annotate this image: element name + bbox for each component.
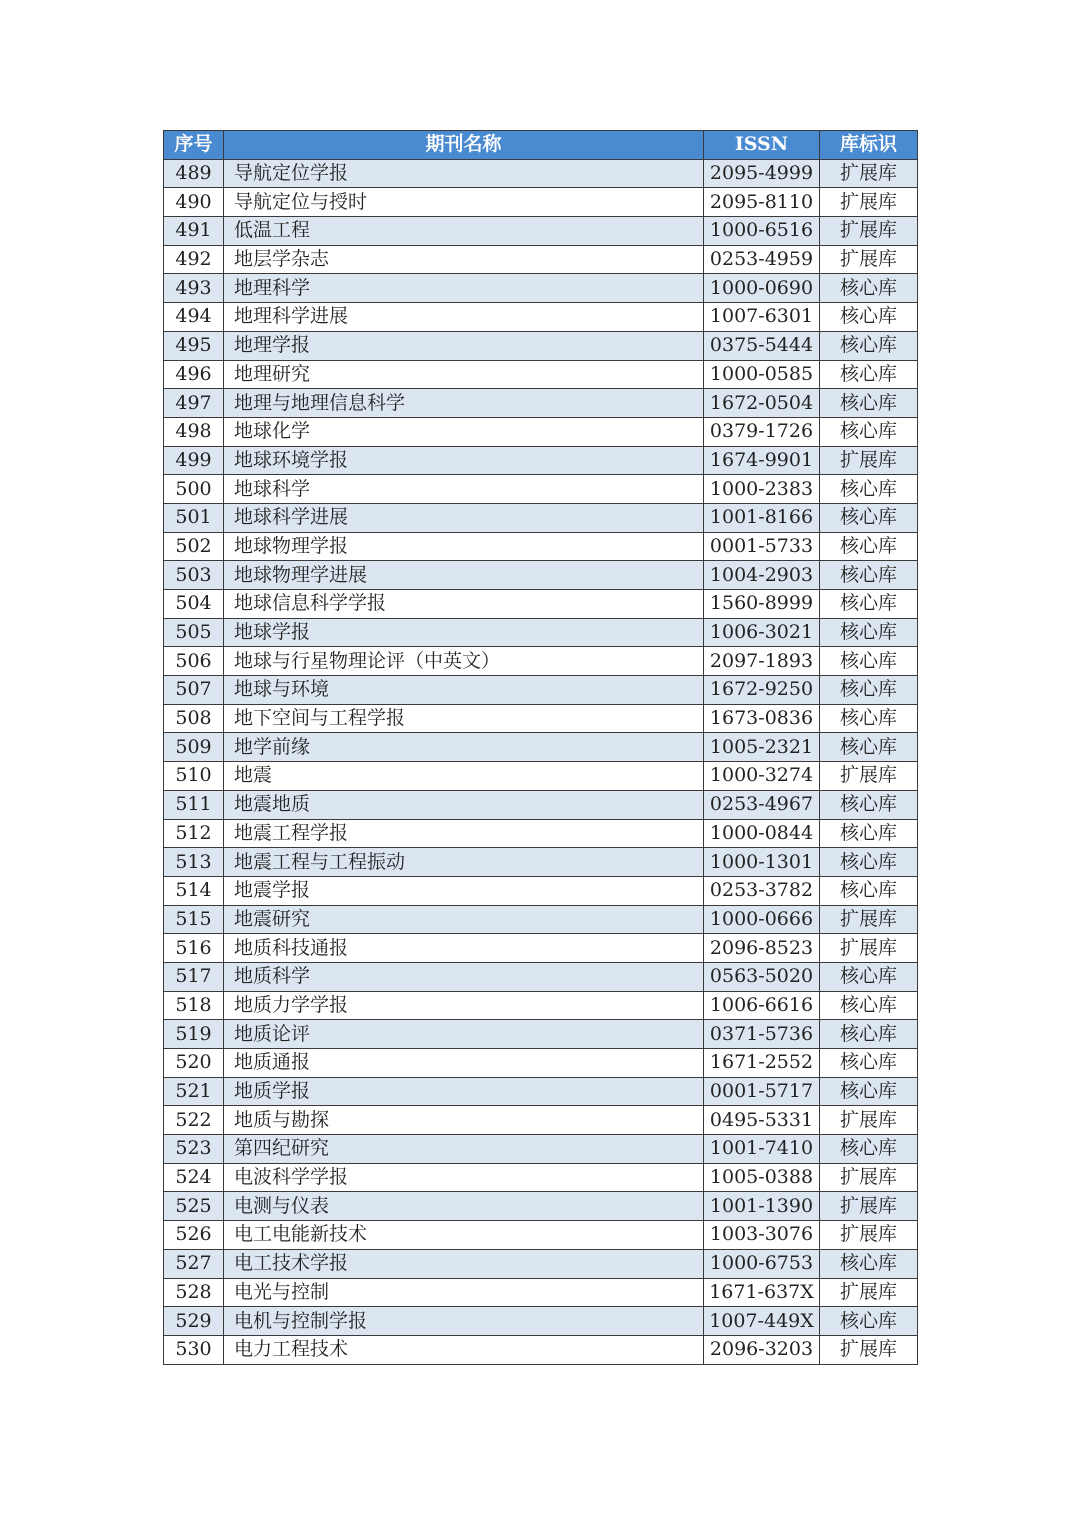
- library-tag-cell: 扩展库: [820, 1106, 918, 1135]
- library-tag-cell: 核心库: [820, 1020, 918, 1049]
- serial-number-cell: 519: [164, 1020, 224, 1049]
- serial-number-cell: 521: [164, 1077, 224, 1106]
- issn-cell: 1672-0504: [704, 389, 820, 418]
- journal-name-cell: 地质科技通报: [224, 934, 704, 963]
- serial-number-cell: 502: [164, 532, 224, 561]
- library-tag-cell: 扩展库: [820, 1192, 918, 1221]
- serial-number-cell: 508: [164, 704, 224, 733]
- table-row: [164, 188, 918, 217]
- journal-name-cell: 电工技术学报: [224, 1249, 704, 1278]
- library-tag-cell: 扩展库: [820, 245, 918, 274]
- serial-number-cell: 498: [164, 417, 224, 446]
- library-tag-cell: 核心库: [820, 790, 918, 819]
- library-tag-cell: 核心库: [820, 274, 918, 303]
- journal-name-cell: 地球学报: [224, 618, 704, 647]
- serial-number-cell: 496: [164, 360, 224, 389]
- serial-number-cell: 490: [164, 188, 224, 217]
- serial-number-cell: 527: [164, 1249, 224, 1278]
- serial-number-cell: 520: [164, 1049, 224, 1078]
- issn-cell: 1005-2321: [704, 733, 820, 762]
- library-tag-cell: 核心库: [820, 876, 918, 905]
- table-body: [164, 159, 918, 1364]
- issn-cell: 1004-2903: [704, 561, 820, 590]
- issn-cell: 1000-0690: [704, 274, 820, 303]
- serial-number-cell: 515: [164, 905, 224, 934]
- table-row: [164, 962, 918, 991]
- issn-cell: 0253-4967: [704, 790, 820, 819]
- library-tag-cell: 核心库: [820, 1307, 918, 1336]
- journal-name-cell: 地理学报: [224, 331, 704, 360]
- library-tag-cell: 扩展库: [820, 1221, 918, 1250]
- serial-number-cell: 529: [164, 1307, 224, 1336]
- table-row: [164, 991, 918, 1020]
- issn-cell: 1671-637X: [704, 1278, 820, 1307]
- table-row: [164, 217, 918, 246]
- serial-number-cell: 528: [164, 1278, 224, 1307]
- serial-number-cell: 514: [164, 876, 224, 905]
- header-row: [164, 131, 918, 160]
- journal-name-cell: 电光与控制: [224, 1278, 704, 1307]
- table-row: [164, 561, 918, 590]
- table-row: [164, 1020, 918, 1049]
- serial-number-cell: 517: [164, 962, 224, 991]
- table-row: [164, 1335, 918, 1364]
- journal-name-cell: 地球环境学报: [224, 446, 704, 475]
- journal-name-cell: 地质与勘探: [224, 1106, 704, 1135]
- table-row: [164, 1077, 918, 1106]
- serial-number-cell: 518: [164, 991, 224, 1020]
- issn-cell: 1000-0844: [704, 819, 820, 848]
- table-row: [164, 446, 918, 475]
- table-row: [164, 1278, 918, 1307]
- library-tag-cell: 核心库: [820, 503, 918, 532]
- journal-name-cell: 地球与行星物理论评（中英文）: [224, 647, 704, 676]
- journal-name-cell: 电工电能新技术: [224, 1221, 704, 1250]
- table-row: [164, 762, 918, 791]
- serial-number-cell: 500: [164, 475, 224, 504]
- library-tag-cell: 核心库: [820, 475, 918, 504]
- library-tag-cell: 核心库: [820, 991, 918, 1020]
- header-journal-name: 期刊名称: [224, 131, 704, 160]
- serial-number-cell: 512: [164, 819, 224, 848]
- library-tag-cell: 扩展库: [820, 934, 918, 963]
- table-row: [164, 1106, 918, 1135]
- header-serial-number: 序号: [164, 131, 224, 160]
- journal-name-cell: 地球科学进展: [224, 503, 704, 532]
- table-row: [164, 905, 918, 934]
- table-row: [164, 159, 918, 188]
- library-tag-cell: 核心库: [820, 389, 918, 418]
- table-row: [164, 647, 918, 676]
- serial-number-cell: 509: [164, 733, 224, 762]
- journal-name-cell: 导航定位与授时: [224, 188, 704, 217]
- table-row: [164, 704, 918, 733]
- table-row: [164, 1307, 918, 1336]
- library-tag-cell: 核心库: [820, 1049, 918, 1078]
- issn-cell: 1001-1390: [704, 1192, 820, 1221]
- library-tag-cell: 核心库: [820, 590, 918, 619]
- issn-cell: 0001-5733: [704, 532, 820, 561]
- table-header: [164, 131, 918, 160]
- library-tag-cell: 核心库: [820, 1135, 918, 1164]
- serial-number-cell: 510: [164, 762, 224, 791]
- serial-number-cell: 513: [164, 848, 224, 877]
- issn-cell: 1000-6516: [704, 217, 820, 246]
- library-tag-cell: 扩展库: [820, 762, 918, 791]
- issn-cell: 2095-4999: [704, 159, 820, 188]
- library-tag-cell: 扩展库: [820, 1278, 918, 1307]
- journal-name-cell: 地质论评: [224, 1020, 704, 1049]
- issn-cell: 1560-8999: [704, 590, 820, 619]
- issn-cell: 1005-0388: [704, 1163, 820, 1192]
- table-row: [164, 331, 918, 360]
- table-row: [164, 303, 918, 332]
- library-tag-cell: 核心库: [820, 733, 918, 762]
- library-tag-cell: 核心库: [820, 676, 918, 705]
- library-tag-cell: 核心库: [820, 618, 918, 647]
- table-row: [164, 848, 918, 877]
- library-tag-cell: 扩展库: [820, 446, 918, 475]
- journal-name-cell: 导航定位学报: [224, 159, 704, 188]
- journal-name-cell: 地理与地理信息科学: [224, 389, 704, 418]
- serial-number-cell: 516: [164, 934, 224, 963]
- journal-name-cell: 地震研究: [224, 905, 704, 934]
- journal-name-cell: 低温工程: [224, 217, 704, 246]
- journal-name-cell: 地震: [224, 762, 704, 791]
- serial-number-cell: 505: [164, 618, 224, 647]
- header-issn: ISSN: [704, 131, 820, 160]
- issn-cell: 0375-5444: [704, 331, 820, 360]
- table-row: [164, 1135, 918, 1164]
- library-tag-cell: 核心库: [820, 417, 918, 446]
- issn-cell: 2097-1893: [704, 647, 820, 676]
- serial-number-cell: 530: [164, 1335, 224, 1364]
- issn-cell: 1000-3274: [704, 762, 820, 791]
- issn-cell: 0253-3782: [704, 876, 820, 905]
- serial-number-cell: 525: [164, 1192, 224, 1221]
- table-row: [164, 733, 918, 762]
- issn-cell: 2096-8523: [704, 934, 820, 963]
- issn-cell: 1674-9901: [704, 446, 820, 475]
- journal-name-cell: 地层学杂志: [224, 245, 704, 274]
- issn-cell: 1006-3021: [704, 618, 820, 647]
- library-tag-cell: 核心库: [820, 962, 918, 991]
- table-row: [164, 389, 918, 418]
- journal-name-cell: 地球物理学报: [224, 532, 704, 561]
- issn-cell: 1000-0585: [704, 360, 820, 389]
- table-row: [164, 503, 918, 532]
- serial-number-cell: 499: [164, 446, 224, 475]
- library-tag-cell: 扩展库: [820, 1335, 918, 1364]
- table-row: [164, 819, 918, 848]
- issn-cell: 0495-5331: [704, 1106, 820, 1135]
- serial-number-cell: 526: [164, 1221, 224, 1250]
- journal-table: [163, 130, 918, 1365]
- table-row: [164, 274, 918, 303]
- journal-name-cell: 地球信息科学学报: [224, 590, 704, 619]
- table-row: [164, 475, 918, 504]
- journal-name-cell: 地质科学: [224, 962, 704, 991]
- library-tag-cell: 扩展库: [820, 217, 918, 246]
- table-row: [164, 360, 918, 389]
- journal-name-cell: 地质通报: [224, 1049, 704, 1078]
- table-row: [164, 417, 918, 446]
- journal-name-cell: 地理科学进展: [224, 303, 704, 332]
- library-tag-cell: 核心库: [820, 532, 918, 561]
- serial-number-cell: 522: [164, 1106, 224, 1135]
- table-row: [164, 790, 918, 819]
- journal-name-cell: 地理科学: [224, 274, 704, 303]
- serial-number-cell: 511: [164, 790, 224, 819]
- table-row: [164, 618, 918, 647]
- library-tag-cell: 核心库: [820, 704, 918, 733]
- table-row: [164, 1249, 918, 1278]
- journal-name-cell: 地震地质: [224, 790, 704, 819]
- journal-name-cell: 地震工程与工程振动: [224, 848, 704, 877]
- journal-name-cell: 地震学报: [224, 876, 704, 905]
- journal-name-cell: 地球科学: [224, 475, 704, 504]
- journal-name-cell: 地球物理学进展: [224, 561, 704, 590]
- journal-name-cell: 电测与仪表: [224, 1192, 704, 1221]
- table-row: [164, 532, 918, 561]
- serial-number-cell: 503: [164, 561, 224, 590]
- serial-number-cell: 507: [164, 676, 224, 705]
- table-row: [164, 1049, 918, 1078]
- journal-name-cell: 地下空间与工程学报: [224, 704, 704, 733]
- library-tag-cell: 核心库: [820, 303, 918, 332]
- issn-cell: 0371-5736: [704, 1020, 820, 1049]
- library-tag-cell: 扩展库: [820, 1163, 918, 1192]
- issn-cell: 1007-449X: [704, 1307, 820, 1336]
- library-tag-cell: 核心库: [820, 848, 918, 877]
- issn-cell: 1673-0836: [704, 704, 820, 733]
- library-tag-cell: 核心库: [820, 1249, 918, 1278]
- issn-cell: 1001-8166: [704, 503, 820, 532]
- library-tag-cell: 核心库: [820, 331, 918, 360]
- issn-cell: 1671-2552: [704, 1049, 820, 1078]
- journal-name-cell: 电机与控制学报: [224, 1307, 704, 1336]
- issn-cell: 1000-1301: [704, 848, 820, 877]
- issn-cell: 0001-5717: [704, 1077, 820, 1106]
- issn-cell: 0563-5020: [704, 962, 820, 991]
- issn-cell: 2096-3203: [704, 1335, 820, 1364]
- journal-name-cell: 地学前缘: [224, 733, 704, 762]
- table-row: [164, 876, 918, 905]
- journal-name-cell: 地球化学: [224, 417, 704, 446]
- serial-number-cell: 497: [164, 389, 224, 418]
- serial-number-cell: 501: [164, 503, 224, 532]
- issn-cell: 1000-6753: [704, 1249, 820, 1278]
- table-row: [164, 1163, 918, 1192]
- issn-cell: 1006-6616: [704, 991, 820, 1020]
- table-row: [164, 934, 918, 963]
- header-library-tag: 库标识: [820, 131, 918, 160]
- library-tag-cell: 扩展库: [820, 159, 918, 188]
- table-row: [164, 1221, 918, 1250]
- library-tag-cell: 核心库: [820, 360, 918, 389]
- journal-name-cell: 电波科学学报: [224, 1163, 704, 1192]
- journal-name-cell: 地质力学学报: [224, 991, 704, 1020]
- issn-cell: 0253-4959: [704, 245, 820, 274]
- journal-name-cell: 地理研究: [224, 360, 704, 389]
- journal-name-cell: 电力工程技术: [224, 1335, 704, 1364]
- issn-cell: 1000-2383: [704, 475, 820, 504]
- serial-number-cell: 524: [164, 1163, 224, 1192]
- issn-cell: 2095-8110: [704, 188, 820, 217]
- table-row: [164, 1192, 918, 1221]
- serial-number-cell: 492: [164, 245, 224, 274]
- serial-number-cell: 495: [164, 331, 224, 360]
- serial-number-cell: 491: [164, 217, 224, 246]
- journal-name-cell: 地球与环境: [224, 676, 704, 705]
- serial-number-cell: 489: [164, 159, 224, 188]
- serial-number-cell: 493: [164, 274, 224, 303]
- issn-cell: 1003-3076: [704, 1221, 820, 1250]
- library-tag-cell: 核心库: [820, 647, 918, 676]
- journal-name-cell: 地质学报: [224, 1077, 704, 1106]
- issn-cell: 1007-6301: [704, 303, 820, 332]
- table-row: [164, 245, 918, 274]
- serial-number-cell: 506: [164, 647, 224, 676]
- issn-cell: 1000-0666: [704, 905, 820, 934]
- issn-cell: 1672-9250: [704, 676, 820, 705]
- serial-number-cell: 504: [164, 590, 224, 619]
- serial-number-cell: 494: [164, 303, 224, 332]
- issn-cell: 0379-1726: [704, 417, 820, 446]
- journal-name-cell: 第四纪研究: [224, 1135, 704, 1164]
- library-tag-cell: 扩展库: [820, 188, 918, 217]
- library-tag-cell: 核心库: [820, 1077, 918, 1106]
- serial-number-cell: 523: [164, 1135, 224, 1164]
- table-row: [164, 676, 918, 705]
- journal-name-cell: 地震工程学报: [224, 819, 704, 848]
- issn-cell: 1001-7410: [704, 1135, 820, 1164]
- library-tag-cell: 核心库: [820, 561, 918, 590]
- library-tag-cell: 扩展库: [820, 905, 918, 934]
- library-tag-cell: 核心库: [820, 819, 918, 848]
- table-row: [164, 590, 918, 619]
